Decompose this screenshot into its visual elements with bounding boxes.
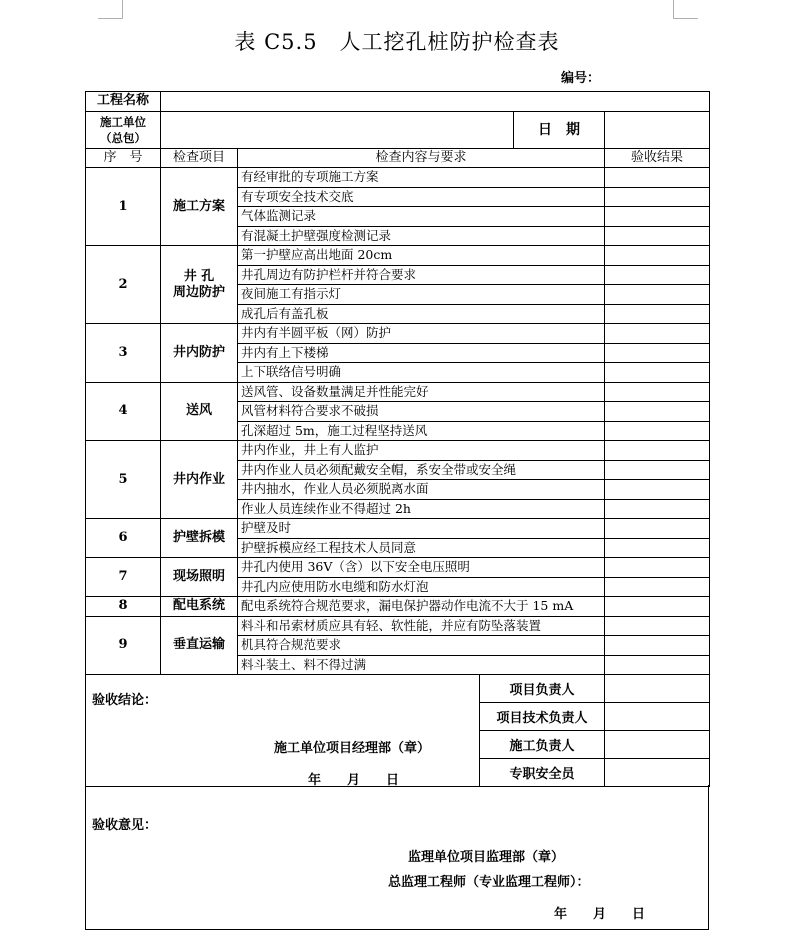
section-number: 5 xyxy=(86,441,161,519)
check-content: 孔深超过 5m，施工过程坚持送风 xyxy=(238,421,605,441)
table-row xyxy=(86,558,710,578)
check-result[interactable] xyxy=(605,597,710,617)
opinion-section xyxy=(85,785,709,930)
section-item-line: 护壁拆模 xyxy=(172,530,225,545)
check-result[interactable] xyxy=(605,421,710,441)
section-number: 8 xyxy=(86,597,161,617)
section-item-line: 配电系统 xyxy=(172,598,225,614)
col-header-result: 验收结果 xyxy=(605,148,710,168)
signer-role: 项目技术负责人 xyxy=(480,703,605,731)
date-label: 日 期 xyxy=(513,112,604,148)
section-number: 9 xyxy=(86,616,161,675)
check-content: 配电系统符合规范要求，漏电保护器动作电流不大于 15 mA xyxy=(238,597,605,617)
section-item xyxy=(161,246,238,324)
check-result[interactable] xyxy=(605,577,710,597)
check-result[interactable] xyxy=(605,226,710,246)
section-item xyxy=(161,558,238,597)
table-row xyxy=(86,168,710,188)
check-content: 作业人员连续作业不得超过 2h xyxy=(238,499,605,519)
signer-role: 专职安全员 xyxy=(480,759,605,787)
construction-dept: 施工单位项目经理部（章） xyxy=(274,741,431,756)
section-number: 6 xyxy=(86,519,161,558)
signer-role: 项目负责人 xyxy=(480,675,605,703)
col-header-no: 序 号 xyxy=(86,148,161,168)
signer-signature[interactable] xyxy=(605,703,710,731)
conclusion-table xyxy=(85,674,710,787)
check-result[interactable] xyxy=(605,655,710,675)
supervision-dept: 监理单位项目监理部（章） xyxy=(408,850,565,865)
check-result[interactable] xyxy=(605,324,710,344)
section-item-line: 周边防护 xyxy=(172,284,225,300)
section-item xyxy=(161,382,238,441)
check-result[interactable] xyxy=(605,460,710,480)
col-header-content: 检查内容与要求 xyxy=(238,148,605,168)
check-result[interactable] xyxy=(605,207,710,227)
check-content: 有专项安全技术交底 xyxy=(238,187,605,207)
check-content: 井孔内使用 36V（含）以下安全电压照明 xyxy=(238,558,605,578)
check-content: 井孔内应使用防水电缆和防水灯泡 xyxy=(238,577,605,597)
section-number: 2 xyxy=(86,246,161,324)
project-name-label: 工程名称 xyxy=(86,92,161,112)
check-content: 送风管、设备数量满足并性能完好 xyxy=(238,382,605,402)
check-result[interactable] xyxy=(605,538,710,558)
section-number: 7 xyxy=(86,558,161,597)
check-result[interactable] xyxy=(605,441,710,461)
signer-signature[interactable] xyxy=(605,731,710,759)
check-content: 井内抽水，作业人员必须脱离水面 xyxy=(238,480,605,500)
check-result[interactable] xyxy=(605,265,710,285)
project-name-value[interactable] xyxy=(161,92,710,112)
check-result[interactable] xyxy=(605,558,710,578)
section-item-line: 井内作业 xyxy=(172,471,225,487)
check-result[interactable] xyxy=(605,616,710,636)
check-result[interactable] xyxy=(605,187,710,207)
section-item xyxy=(161,441,238,519)
chief-engineer-label: 总监理工程师（专业监理工程师）： xyxy=(388,875,590,890)
contractor-value[interactable] xyxy=(161,111,605,148)
check-content: 夜间施工有指示灯 xyxy=(238,285,605,305)
check-content: 成孔后有盖孔板 xyxy=(238,304,605,324)
table-row xyxy=(86,519,710,539)
check-result[interactable] xyxy=(605,382,710,402)
section-item xyxy=(161,597,238,617)
check-result[interactable] xyxy=(605,519,710,539)
section-number: 4 xyxy=(86,382,161,441)
table-row xyxy=(86,324,710,344)
contractor-label-text: 施工单位（总包） xyxy=(100,114,146,145)
section-item xyxy=(161,519,238,558)
signer-signature[interactable] xyxy=(605,675,710,703)
section-number: 1 xyxy=(86,168,161,246)
signer-role: 施工负责人 xyxy=(480,731,605,759)
check-content: 井内有半圆平板（网）防护 xyxy=(238,324,605,344)
check-result[interactable] xyxy=(605,304,710,324)
check-content: 有混凝土护壁强度检测记录 xyxy=(238,226,605,246)
section-item xyxy=(161,324,238,383)
section-item xyxy=(161,168,238,246)
contractor-label xyxy=(86,111,161,148)
serial-number-label: 编号： xyxy=(561,71,601,86)
check-content: 机具符合规范要求 xyxy=(238,636,605,656)
check-result[interactable] xyxy=(605,363,710,383)
section-item-line: 送风 xyxy=(185,403,212,419)
section-item-line: 现场照明 xyxy=(172,569,225,584)
section-item xyxy=(161,616,238,675)
check-content: 风管材料符合要求不破损 xyxy=(238,402,605,422)
inspection-table xyxy=(85,91,710,675)
signer-signature[interactable] xyxy=(605,759,710,787)
check-content: 护壁拆模应经工程技术人员同意 xyxy=(238,538,605,558)
check-content: 井内作业人员必须配戴安全帽，系安全带或安全绳 xyxy=(238,460,605,480)
check-result[interactable] xyxy=(605,499,710,519)
table-row xyxy=(86,246,710,266)
check-content: 有经审批的专项施工方案 xyxy=(238,168,605,188)
table-row xyxy=(86,382,710,402)
check-content: 第一护壁应高出地面 20cm xyxy=(238,246,605,266)
check-result[interactable] xyxy=(605,402,710,422)
check-content: 气体监测记录 xyxy=(238,207,605,227)
check-content: 井内有上下楼梯 xyxy=(238,343,605,363)
check-result[interactable] xyxy=(605,285,710,305)
section-item-line: 井 孔 xyxy=(183,268,215,284)
section-item-line: 施工方案 xyxy=(172,198,225,214)
form-title: 表 C5.5 人工挖孔桩防护检查表 xyxy=(234,30,560,54)
contractor-input[interactable] xyxy=(161,112,513,148)
section-number: 3 xyxy=(86,324,161,383)
page-corner-mark-left xyxy=(98,0,123,19)
table-row xyxy=(86,616,710,636)
opinion-label: 验收意见： xyxy=(92,818,158,833)
table-row xyxy=(86,597,710,617)
check-result[interactable] xyxy=(605,343,710,363)
page-corner-mark-right xyxy=(673,0,698,19)
check-content: 料斗和吊索材质应具有轻、软性能，并应有防坠落装置 xyxy=(238,616,605,636)
section-item-line: 垂直运输 xyxy=(172,637,225,653)
date-value[interactable] xyxy=(605,111,710,148)
check-content: 井孔周边有防护栏杆并符合要求 xyxy=(238,265,605,285)
table-row xyxy=(86,441,710,461)
check-content: 上下联络信号明确 xyxy=(238,363,605,383)
conclusion-date: 年 月 日 xyxy=(308,773,400,788)
check-result[interactable] xyxy=(605,636,710,656)
col-header-item: 检查项目 xyxy=(161,148,238,168)
conclusion-label: 验收结论： xyxy=(92,693,158,708)
section-item-line: 井内防护 xyxy=(172,344,225,360)
check-result[interactable] xyxy=(605,168,710,188)
conclusion-area[interactable] xyxy=(86,675,480,787)
check-result[interactable] xyxy=(605,480,710,500)
opinion-date: 年 月 日 xyxy=(554,907,646,922)
check-content: 护壁及时 xyxy=(238,519,605,539)
check-result[interactable] xyxy=(605,246,710,266)
check-content: 井内作业，井上有人监护 xyxy=(238,441,605,461)
check-content: 料斗装土、料不得过满 xyxy=(238,655,605,675)
